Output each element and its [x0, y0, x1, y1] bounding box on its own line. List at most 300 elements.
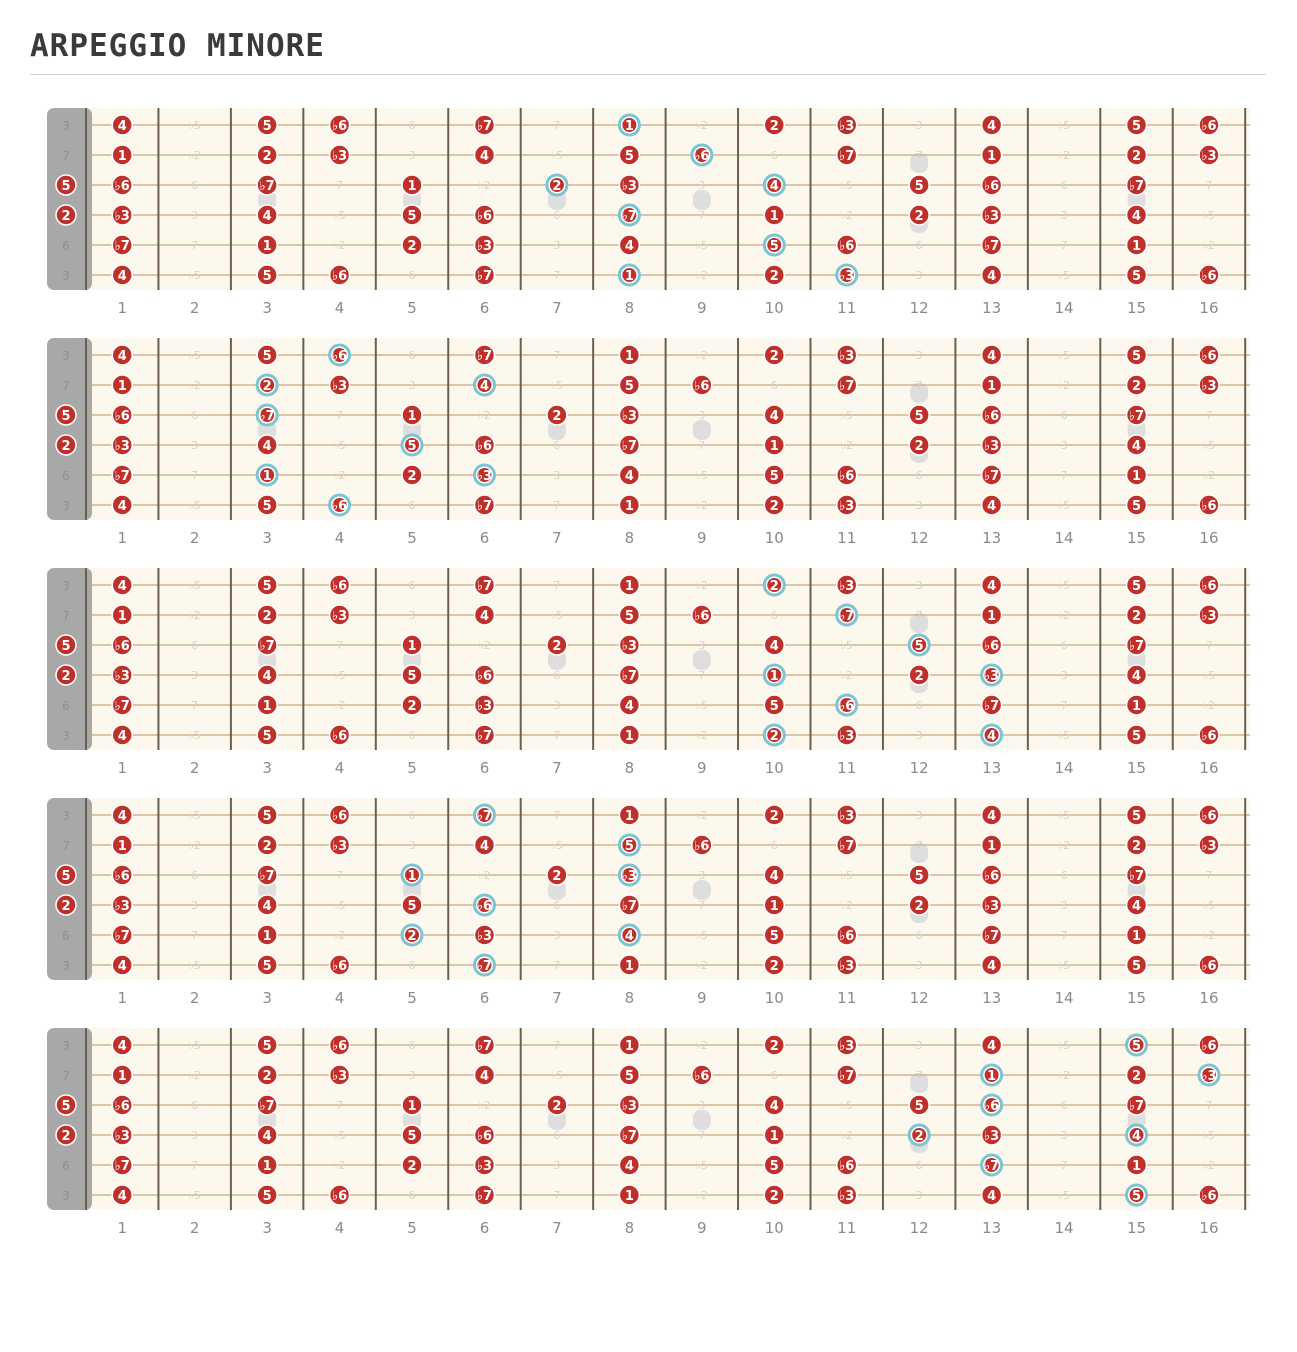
note-label: ♭6 [1201, 1189, 1217, 1204]
note-label: 5 [1132, 1039, 1142, 1054]
note-label: ♭6 [984, 1099, 1000, 1114]
note-label: 1 [987, 149, 997, 164]
note-label: ♭7 [984, 469, 1000, 484]
fret-number: 5 [407, 989, 417, 1007]
fret-number: 2 [189, 1219, 200, 1237]
fret-number: 4 [334, 299, 345, 317]
note-label: 2 [407, 1159, 417, 1174]
ghost-note-label: 6 [1060, 179, 1068, 192]
open-string-label: 6 [62, 929, 70, 943]
open-string-label: 2 [61, 669, 71, 684]
ghost-note-label: 7 [1205, 179, 1213, 192]
note-label: ♭7 [621, 669, 637, 684]
fretboard-diagram-4 [0, 794, 1297, 1009]
note-label: 5 [407, 209, 417, 224]
ghost-note-label: 6 [1060, 409, 1068, 422]
note-label: 1 [624, 269, 634, 284]
note-label: 2 [407, 239, 417, 254]
note-label: ♭6 [1201, 119, 1217, 134]
fret-number: 3 [262, 529, 272, 547]
note-label: 4 [624, 1159, 634, 1174]
note-label: ♭3 [839, 499, 855, 514]
note-label: ♭3 [621, 869, 637, 884]
note-label: ♭6 [331, 349, 348, 364]
note-label: ♭3 [331, 149, 348, 164]
note-label: 2 [1132, 149, 1142, 164]
ghost-note-label: ♭2 [840, 439, 853, 452]
ghost-note-label: ♭2 [695, 269, 708, 282]
note-label: 4 [769, 1099, 779, 1114]
note-label: ♭6 [839, 1159, 855, 1174]
open-string-label: 7 [62, 149, 70, 163]
note-label: 4 [479, 839, 489, 854]
ghost-note-label: ♭5 [333, 899, 346, 912]
ghost-note-label: 3 [698, 179, 706, 192]
ghost-note-label: 3 [915, 119, 923, 132]
fret-number: 1 [117, 1219, 127, 1237]
fret-number: 11 [837, 299, 857, 317]
note-label: ♭7 [114, 929, 130, 944]
note-label: 2 [552, 179, 562, 194]
ghost-note-label: 7 [915, 609, 923, 622]
ghost-note-label: 7 [191, 469, 199, 482]
note-label: 4 [117, 579, 127, 594]
note-label: ♭6 [1201, 499, 1217, 514]
fret-number: 9 [697, 529, 707, 547]
ghost-note-label: 3 [698, 639, 706, 652]
note-label: 2 [769, 1039, 779, 1054]
ghost-note-label: 3 [408, 839, 416, 852]
open-string-label: 3 [62, 1039, 70, 1053]
note-label: 4 [1132, 209, 1142, 224]
ghost-note-label: ♭2 [695, 809, 708, 822]
ghost-note-label: 7 [915, 1069, 923, 1082]
ghost-note-label: ♭5 [333, 1129, 346, 1142]
ghost-note-label: ♭2 [333, 469, 346, 482]
fret-number: 4 [334, 759, 345, 777]
fret-number: 1 [117, 529, 127, 547]
fret-number: 3 [262, 1219, 272, 1237]
note-label: ♭7 [476, 1189, 493, 1204]
ghost-note-label: ♭2 [1202, 929, 1216, 942]
note-label: 5 [624, 839, 634, 854]
note-label: 5 [1132, 809, 1142, 824]
fret-number: 11 [837, 1219, 857, 1237]
fret-number: 8 [624, 529, 635, 547]
open-string-label: 2 [61, 439, 71, 454]
note-label: 1 [262, 1159, 272, 1174]
note-label: ♭6 [984, 409, 1000, 424]
note-label: ♭6 [331, 269, 348, 284]
ghost-note-label: 6 [770, 839, 778, 852]
page-title: ARPEGGIO MINORE [30, 28, 325, 64]
ghost-note-label: ♭2 [478, 409, 491, 422]
note-label: 2 [769, 959, 779, 974]
note-label: ♭6 [476, 899, 493, 914]
ghost-note-label: 3 [408, 149, 416, 162]
ghost-note-label: ♭5 [840, 869, 853, 882]
ghost-note-label: 3 [915, 1039, 923, 1052]
note-label: ♭3 [331, 609, 348, 624]
ghost-note-label: 7 [553, 349, 561, 362]
fret-number: 15 [1126, 759, 1147, 777]
note-label: ♭6 [984, 869, 1000, 884]
ghost-note-label: 6 [915, 699, 923, 712]
note-label: 5 [1132, 499, 1142, 514]
fret-number: 16 [1199, 529, 1219, 547]
note-label: 4 [987, 349, 997, 364]
note-label: 5 [1132, 119, 1142, 134]
note-label: 5 [1132, 349, 1142, 364]
open-string-label: 3 [62, 349, 70, 363]
ghost-note-label: 3 [553, 469, 561, 482]
open-string-label: 5 [61, 639, 71, 654]
ghost-note-label: 3 [915, 1189, 923, 1202]
ghost-note-label: 7 [1060, 929, 1068, 942]
ghost-note-label: 7 [1060, 469, 1068, 482]
note-label: 2 [914, 1129, 924, 1144]
ghost-note-label: 7 [336, 1099, 344, 1112]
note-label: 1 [1132, 929, 1142, 944]
ghost-note-label: 3 [191, 209, 199, 222]
fret-number: 2 [189, 529, 200, 547]
note-label: 1 [987, 1069, 997, 1084]
note-label: 5 [262, 119, 272, 134]
ghost-note-label: 7 [698, 1129, 706, 1142]
fret-number: 2 [189, 759, 200, 777]
ghost-note-label: 6 [408, 959, 416, 972]
ghost-note-label: ♭2 [840, 209, 853, 222]
note-label: ♭7 [1128, 409, 1145, 424]
note-label: 2 [1132, 839, 1142, 854]
ghost-note-label: 6 [553, 209, 561, 222]
note-label: ♭6 [476, 669, 493, 684]
note-label: ♭6 [331, 499, 348, 514]
ghost-note-label: ♭2 [188, 1069, 201, 1082]
ghost-note-label: 3 [698, 869, 706, 882]
ghost-note-label: ♭2 [478, 1099, 491, 1112]
note-label: 5 [914, 639, 924, 654]
note-label: 2 [262, 839, 272, 854]
ghost-note-label: ♭2 [840, 899, 853, 912]
note-label: ♭3 [839, 119, 855, 134]
fret-number: 6 [479, 1219, 490, 1237]
note-label: 1 [262, 699, 272, 714]
ghost-note-label: 7 [553, 1189, 561, 1202]
note-label: 1 [407, 179, 417, 194]
note-label: ♭3 [839, 1189, 855, 1204]
fret-number: 7 [552, 1219, 562, 1237]
ghost-note-label: 6 [408, 269, 416, 282]
note-label: 2 [914, 439, 924, 454]
note-label: ♭3 [114, 1129, 130, 1144]
fret-number: 8 [624, 1219, 635, 1237]
ghost-note-label: 7 [1205, 869, 1213, 882]
fret-number: 14 [1054, 989, 1074, 1007]
note-label: ♭3 [476, 929, 493, 944]
note-label: ♭6 [1201, 579, 1217, 594]
inlay-dot [693, 880, 711, 900]
note-label: 2 [914, 899, 924, 914]
ghost-note-label: 7 [698, 209, 706, 222]
fret-number: 12 [909, 529, 929, 547]
fret-number: 11 [837, 989, 857, 1007]
ghost-note-label: ♭5 [550, 1069, 564, 1082]
open-string-label: 3 [62, 269, 70, 283]
ghost-note-label: 7 [698, 439, 706, 452]
note-label: 5 [769, 699, 779, 714]
fret-number: 3 [262, 989, 272, 1007]
note-label: 4 [262, 439, 272, 454]
note-label: ♭7 [839, 379, 855, 394]
note-label: 5 [262, 1189, 272, 1204]
note-label: 2 [769, 579, 779, 594]
fret-number: 12 [909, 989, 929, 1007]
note-label: ♭6 [1201, 349, 1217, 364]
fret-number: 9 [697, 989, 707, 1007]
open-string-label: 3 [62, 499, 70, 513]
fret-number: 7 [552, 989, 562, 1007]
fret-number: 16 [1199, 759, 1219, 777]
note-label: 1 [624, 499, 634, 514]
note-label: 5 [407, 669, 417, 684]
note-label: ♭7 [114, 239, 130, 254]
ghost-note-label: 7 [1060, 699, 1068, 712]
note-label: 2 [769, 499, 779, 514]
fret-number: 9 [697, 759, 707, 777]
ghost-note-label: ♭5 [188, 1189, 201, 1202]
open-string-label: 6 [62, 699, 70, 713]
note-label: ♭6 [1201, 729, 1217, 744]
note-label: ♭6 [694, 839, 710, 854]
note-label: 5 [914, 869, 924, 884]
ghost-note-label: 3 [191, 1129, 199, 1142]
note-label: ♭3 [1201, 379, 1217, 394]
ghost-note-label: 3 [698, 409, 706, 422]
note-label: ♭3 [839, 959, 855, 974]
ghost-note-label: ♭2 [840, 669, 853, 682]
note-label: ♭6 [331, 959, 348, 974]
ghost-note-label: ♭5 [1202, 669, 1216, 682]
ghost-note-label: 7 [553, 809, 561, 822]
ghost-note-label: 3 [915, 499, 923, 512]
note-label: ♭6 [694, 149, 710, 164]
ghost-note-label: 6 [915, 1159, 923, 1172]
ghost-note-label: 7 [191, 929, 199, 942]
note-label: 1 [407, 409, 417, 424]
note-label: 2 [552, 409, 562, 424]
note-label: 1 [407, 869, 417, 884]
note-label: 5 [624, 379, 634, 394]
note-label: ♭7 [476, 349, 493, 364]
note-label: ♭7 [621, 1129, 637, 1144]
ghost-note-label: 6 [553, 439, 561, 452]
ghost-note-label: 6 [553, 1129, 561, 1142]
ghost-note-label: 3 [698, 1099, 706, 1112]
fret-number: 8 [624, 759, 635, 777]
open-string-label: 7 [62, 379, 70, 393]
note-label: 1 [117, 839, 127, 854]
note-label: 1 [987, 839, 997, 854]
ghost-note-label: ♭2 [695, 1189, 708, 1202]
note-label: 1 [1132, 239, 1142, 254]
ghost-note-label: ♭2 [695, 959, 708, 972]
note-label: ♭6 [476, 439, 493, 454]
ghost-note-label: 6 [408, 1039, 416, 1052]
ghost-note-label: 7 [336, 179, 344, 192]
note-label: 4 [1132, 669, 1142, 684]
ghost-note-label: ♭5 [333, 209, 346, 222]
note-label: 4 [117, 499, 127, 514]
note-label: ♭3 [476, 1159, 493, 1174]
note-label: 1 [624, 119, 634, 134]
fret-number: 10 [764, 529, 784, 547]
title-divider [30, 74, 1266, 75]
note-label: 1 [624, 729, 634, 744]
note-label: ♭3 [839, 269, 855, 284]
note-label: ♭3 [621, 639, 637, 654]
note-label: 4 [117, 729, 127, 744]
ghost-note-label: 3 [915, 349, 923, 362]
note-label: ♭6 [984, 639, 1000, 654]
ghost-note-label: 7 [1205, 409, 1213, 422]
ghost-note-label: 3 [915, 959, 923, 972]
note-label: 5 [407, 1129, 417, 1144]
open-string-label: 5 [61, 179, 71, 194]
note-label: ♭3 [331, 1069, 348, 1084]
note-label: 4 [117, 1039, 127, 1054]
note-label: 5 [624, 1069, 634, 1084]
ghost-note-label: ♭5 [1057, 729, 1071, 742]
open-string-label: 6 [62, 239, 70, 253]
fret-number: 6 [479, 759, 490, 777]
note-label: ♭3 [984, 899, 1000, 914]
fret-number: 6 [479, 529, 490, 547]
note-label: 1 [262, 929, 272, 944]
fret-number: 15 [1126, 299, 1147, 317]
ghost-note-label: 6 [1060, 1099, 1068, 1112]
fret-number: 7 [552, 299, 562, 317]
note-label: 2 [407, 699, 417, 714]
ghost-note-label: 7 [698, 899, 706, 912]
fret-number: 6 [479, 989, 490, 1007]
note-label: ♭7 [476, 959, 493, 974]
note-label: ♭3 [839, 729, 855, 744]
fret-number: 2 [189, 989, 200, 1007]
fret-number: 7 [552, 529, 562, 547]
note-label: 2 [552, 1099, 562, 1114]
note-label: ♭7 [839, 149, 855, 164]
note-label: ♭6 [476, 209, 493, 224]
ghost-note-label: 3 [915, 269, 923, 282]
ghost-note-label: ♭2 [478, 179, 491, 192]
ghost-note-label: 6 [408, 809, 416, 822]
ghost-note-label: ♭5 [1202, 209, 1216, 222]
note-label: 1 [1132, 1159, 1142, 1174]
ghost-note-label: 3 [408, 609, 416, 622]
ghost-note-label: 7 [553, 499, 561, 512]
note-label: ♭7 [259, 639, 275, 654]
ghost-note-label: 3 [553, 1159, 561, 1172]
ghost-note-label: ♭2 [478, 639, 491, 652]
note-label: 1 [769, 209, 779, 224]
fret-number: 4 [334, 989, 345, 1007]
ghost-note-label: 3 [408, 1069, 416, 1082]
ghost-note-label: ♭2 [1202, 469, 1216, 482]
note-label: ♭6 [1201, 269, 1217, 284]
note-label: 1 [987, 379, 997, 394]
ghost-note-label: 7 [553, 1039, 561, 1052]
nut-edge [57, 108, 86, 290]
note-label: 5 [769, 239, 779, 254]
ghost-note-label: 6 [1060, 639, 1068, 652]
note-label: 4 [479, 1069, 489, 1084]
note-label: ♭6 [984, 179, 1000, 194]
note-label: 4 [624, 239, 634, 254]
ghost-note-label: ♭5 [840, 639, 853, 652]
ghost-note-label: 6 [770, 149, 778, 162]
fret-number: 13 [982, 759, 1002, 777]
note-label: 5 [1132, 1189, 1142, 1204]
ghost-note-label: 7 [698, 669, 706, 682]
ghost-note-label: ♭2 [695, 349, 708, 362]
fret-number: 4 [334, 529, 345, 547]
note-label: ♭3 [1201, 839, 1217, 854]
open-string-label: 5 [61, 409, 71, 424]
fret-number: 15 [1126, 529, 1147, 547]
ghost-note-label: 6 [915, 929, 923, 942]
fret-number: 13 [982, 529, 1002, 547]
ghost-note-label: 3 [191, 899, 199, 912]
ghost-note-label: 7 [915, 379, 923, 392]
ghost-note-label: ♭2 [1202, 239, 1216, 252]
ghost-note-label: 3 [553, 929, 561, 942]
note-label: 2 [407, 469, 417, 484]
ghost-note-label: ♭5 [333, 439, 346, 452]
note-label: 4 [987, 1189, 997, 1204]
note-label: 5 [769, 469, 779, 484]
ghost-note-label: ♭5 [1057, 579, 1071, 592]
fret-number: 5 [407, 299, 417, 317]
ghost-note-label: ♭2 [695, 499, 708, 512]
ghost-note-label: 3 [915, 729, 923, 742]
ghost-note-label: 7 [191, 1159, 199, 1172]
note-label: 1 [769, 439, 779, 454]
note-label: ♭3 [114, 209, 130, 224]
note-label: 2 [769, 269, 779, 284]
ghost-note-label: 7 [191, 239, 199, 252]
note-label: ♭3 [331, 839, 348, 854]
ghost-note-label: 6 [770, 609, 778, 622]
note-label: ♭3 [839, 1039, 855, 1054]
note-label: 4 [624, 469, 634, 484]
note-label: ♭6 [331, 579, 348, 594]
open-string-label: 2 [61, 209, 71, 224]
note-label: 1 [407, 639, 417, 654]
note-label: 4 [262, 669, 272, 684]
fret-number: 3 [262, 299, 272, 317]
fret-number: 13 [982, 989, 1002, 1007]
inlay-dot [693, 420, 711, 440]
ghost-note-label: ♭5 [695, 929, 708, 942]
ghost-note-label: ♭5 [188, 729, 201, 742]
note-label: 2 [769, 349, 779, 364]
note-label: ♭3 [476, 699, 493, 714]
note-label: 4 [262, 1129, 272, 1144]
ghost-note-label: ♭5 [550, 149, 564, 162]
note-label: 1 [117, 1069, 127, 1084]
open-string-label: 3 [62, 729, 70, 743]
